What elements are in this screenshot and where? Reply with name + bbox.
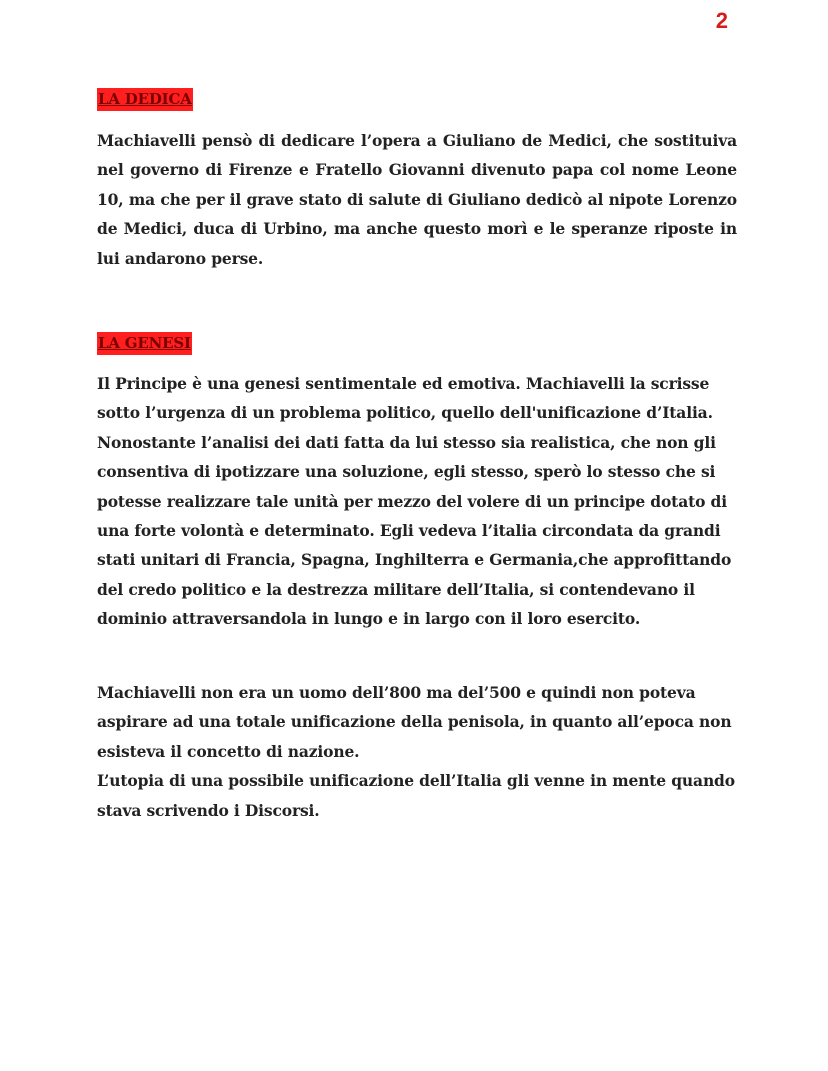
- paragraph-genesi-2-line1: Machiavelli non era un uomo dell’800 ma del’500 e quindi non poteva aspirare ad una totale unificazione della penisola, in quanto all’epoca non esisteva il concetto di nazione.: [97, 683, 732, 761]
- paragraph-genesi-2: [97, 678, 737, 825]
- section-heading-genesi: LA GENESI: [97, 332, 192, 355]
- page-number: 2: [715, 8, 728, 33]
- section-heading-dedica: LA DEDICA: [97, 88, 193, 111]
- paragraph-genesi-2-line2: L’utopia di una possibile unificazione dell’Italia gli venne in mente quando stava scrivendo i Discorsi.: [97, 771, 735, 820]
- paragraph-dedica: Machiavelli pensò di dedicare l’opera a Giuliano de Medici, che sostituiva nel governo di Firenze e Fratello Giovanni divenuto papa col nome Leone 10, ma che per il grave stato di salute di Giuliano dedicò al nipote Lorenzo de Medici, duca di Urbino, ma anche questo morì e le speranze riposte in lui andarono perse.: [97, 131, 737, 268]
- paragraph-genesi-1: Il Principe è una genesi sentimentale ed emotiva. Machiavelli la scrisse sotto l’urgenza di un problema politico, quello dell'unificazione d’Italia. Nonostante l’analisi dei dati fatta da lui stesso sia realistica, che non gli consentiva di ipotizzare una soluzione, egli stesso, sperò lo stesso che si potesse realizzare tale unità per mezzo del volere di un principe dotato di una forte volontà e determinato. Egli vedeva l’italia circondata da grandi stati unitari di Francia, Spagna, Inghilterra e Germania,che approfittando del credo politico e la destrezza militare dell’Italia, si contendevano il dominio attraversandola in lungo e in largo con il loro esercito.: [97, 374, 732, 629]
